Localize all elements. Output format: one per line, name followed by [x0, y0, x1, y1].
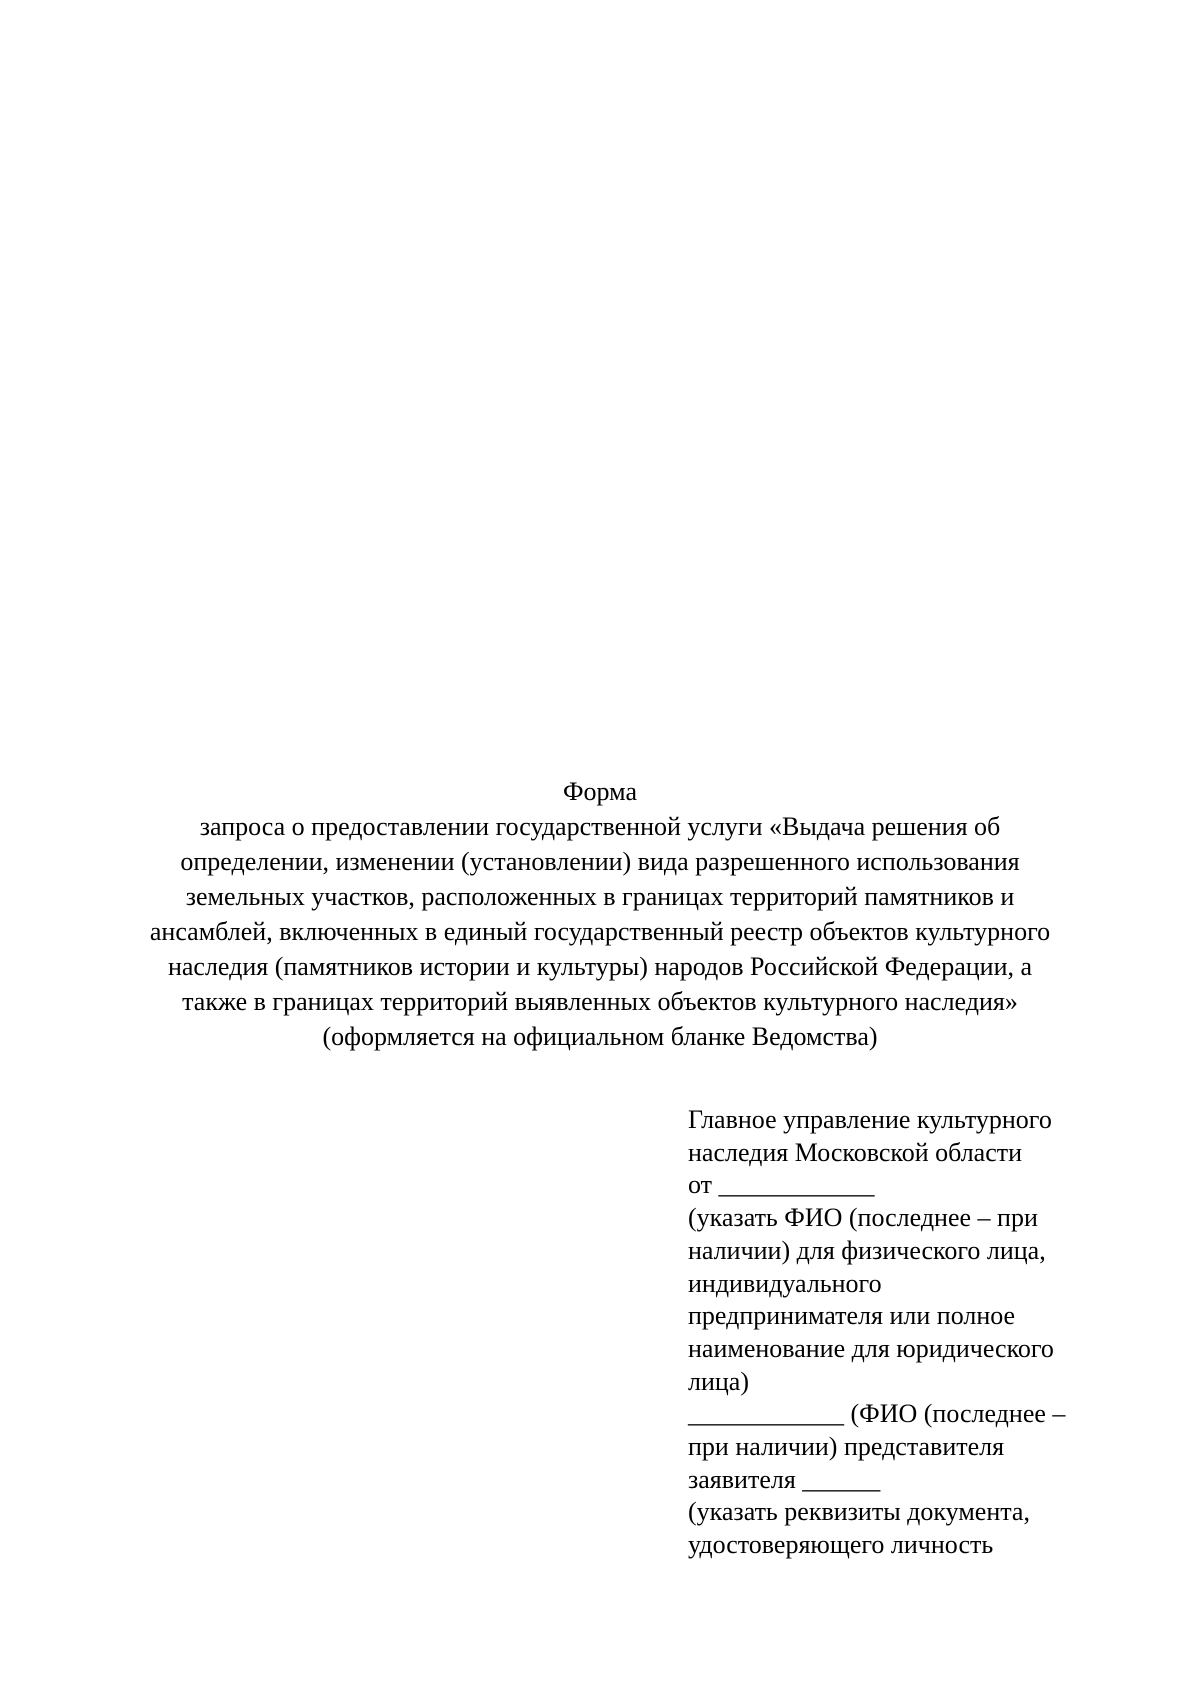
recipient-line: удостоверяющего личность — [688, 1530, 994, 1560]
recipient-line: (указать реквизиты документа, — [688, 1497, 1030, 1527]
recipient-line: при наличии) представителя — [688, 1432, 1005, 1462]
recipient-line: наличии) для физического лица, — [688, 1235, 1046, 1265]
form-title: Форма — [563, 777, 637, 806]
recipient-line: Главное управление культурного — [688, 1105, 1052, 1134]
recipient-line: наименование для юридического — [688, 1333, 1054, 1363]
form-subtitle-line: наследия (памятников истории и культуры) народов Российской Федерации, а — [167, 952, 1033, 981]
form-subtitle-line: земельных участков, расположенных в границах территорий памятников и — [185, 882, 1015, 911]
form-subtitle-line: ансамблей, включенных в единый государственный реестр объектов культурного — [149, 917, 1051, 946]
recipient-line: (указать ФИО (последнее – при — [688, 1203, 1038, 1233]
applicant-name-field: от ____________ — [688, 1170, 875, 1200]
recipient-line: лица) — [688, 1366, 750, 1396]
applicant-field: заявителя ______ — [688, 1464, 881, 1494]
recipient-line: предпринимателя или полное — [688, 1301, 1016, 1331]
form-title-block — [100, 774, 1100, 1054]
recipient-line: наследия Московской области — [688, 1137, 1023, 1167]
form-subtitle-line: запроса о предоставлении государственной услуги «Выдача решения об — [199, 812, 1001, 841]
representative-name-field: ____________ (ФИО (последнее – — [688, 1399, 1066, 1429]
form-subtitle-line: также в границах территорий выявленных объектов культурного наследия» — [182, 987, 1018, 1016]
form-subtitle-line: определении, изменении (установлении) вида разрешенного использования — [180, 847, 1020, 876]
recipient-line: индивидуального — [688, 1268, 882, 1298]
form-note: (оформляется на официальном бланке Ведомства) — [322, 1022, 878, 1051]
recipient-block — [688, 1104, 1108, 1562]
